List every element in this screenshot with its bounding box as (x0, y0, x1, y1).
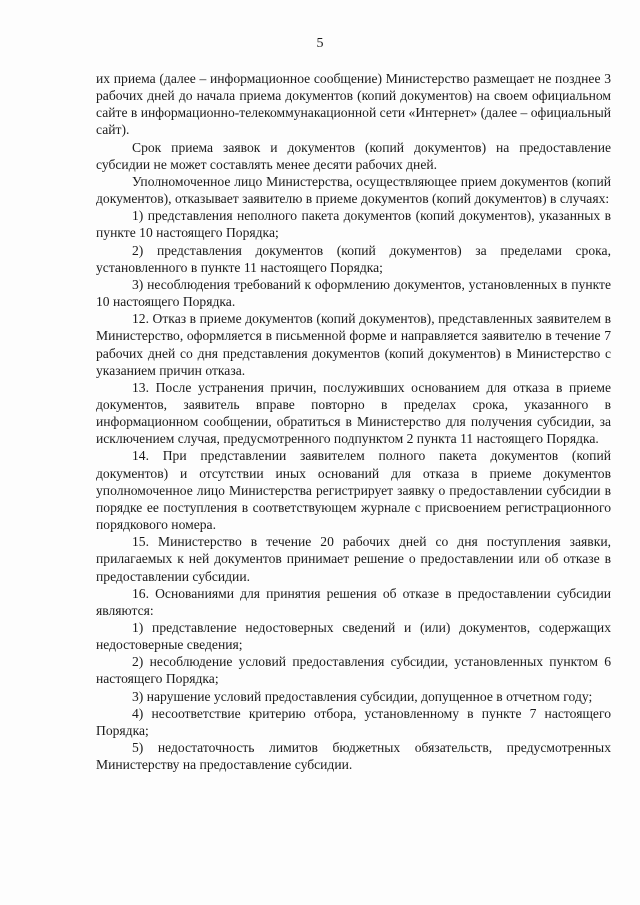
paragraph-ground-1: 1) представление недостоверных сведений и (или) документов, содержащих недостоверные сведения; (96, 620, 611, 653)
paragraph-ground-5: 5) недостаточность лимитов бюджетных обязательств, предусмотренных Министерству на предоставление субсидии. (96, 740, 611, 773)
paragraph-item-12: 12. Отказ в приеме документов (копий документов), представленных заявителем в Министерство, оформляется в письменной форме и направляется заявителю в течение 7 рабочих дней со дня представления документов (копий документов) в Министерство с указанием причин отказа. (96, 311, 611, 378)
document-body (96, 70, 611, 773)
paragraph-info-message-continuation: их приема (далее – информационное сообщение) Министерство размещает не позднее 3 рабочих дней до начала приема документов (копий документов) на своем официальном сайте в информационно-телекоммунакационной сети «Интернет» (далее – официальный сайт). (96, 71, 611, 138)
paragraph-item-16: 16. Основаниями для принятия решения об отказе в предоставлении субсидии являются: (96, 585, 611, 618)
paragraph-item-15: 15. Министерство в течение 20 рабочих дней со дня поступления заявки, прилагаемых к ней документов принимает решение о предоставлении или об отказе в предоставлении субсидии. (96, 534, 611, 584)
paragraph-refusal-case-3: 3) несоблюдения требований к оформлению документов, установленных в пункте 10 настоящего Порядка. (96, 276, 611, 310)
paragraph-refusal-case-1: 1) представления неполного пакета документов (копий документов), указанных в пункте 10 настоящего Порядка; (96, 208, 611, 241)
paragraph-ground-2: 2) несоблюдение условий предоставления субсидии, установленных пунктом 6 настоящего Порядка; (96, 654, 611, 687)
page-number: 5 (316, 36, 324, 51)
paragraph-refusal-case-2: 2) представления документов (копий документов) за пределами срока, установленного в пункте 11 настоящего Порядка; (96, 242, 611, 275)
paragraph-ground-3: 3) нарушение условий предоставления субсидии, допущенное в отчетном году; (132, 688, 593, 704)
paragraph-refusal-cases-intro: Уполномоченное лицо Министерства, осуществляющее прием документов (копий документов), отказывает заявителю в приеме документов (копий документов) в случаях: (96, 173, 611, 207)
paragraph-application-deadline: Срок приема заявок и документов (копий документов) на предоставление субсидии не может составлять менее десяти рабочих дней. (96, 139, 611, 172)
paragraph-item-13: 13. После устранения причин, послуживших основанием для отказа в приеме документов, заявитель вправе повторно в пределах срока, указанного в информационном сообщении, обратиться в Министерство для получения субсидии, за исключением случая, предусмотренного подпунктом 2 пункта 11 настоящего Порядка. (96, 379, 611, 447)
paragraph-ground-4: 4) несоответствие критерию отбора, установленному в пункте 7 настоящего Порядка; (96, 705, 611, 738)
paragraph-item-14: 14. При представлении заявителем полного пакета документов (копий документов) и отсутствии иных оснований для отказа в приеме документов уполномоченное лицо Министерства регистрирует заявку о предоставлении субсидии в порядке ее поступления в соответствующем журнале с присвоением регистрационного порядкового номера. (96, 448, 611, 533)
